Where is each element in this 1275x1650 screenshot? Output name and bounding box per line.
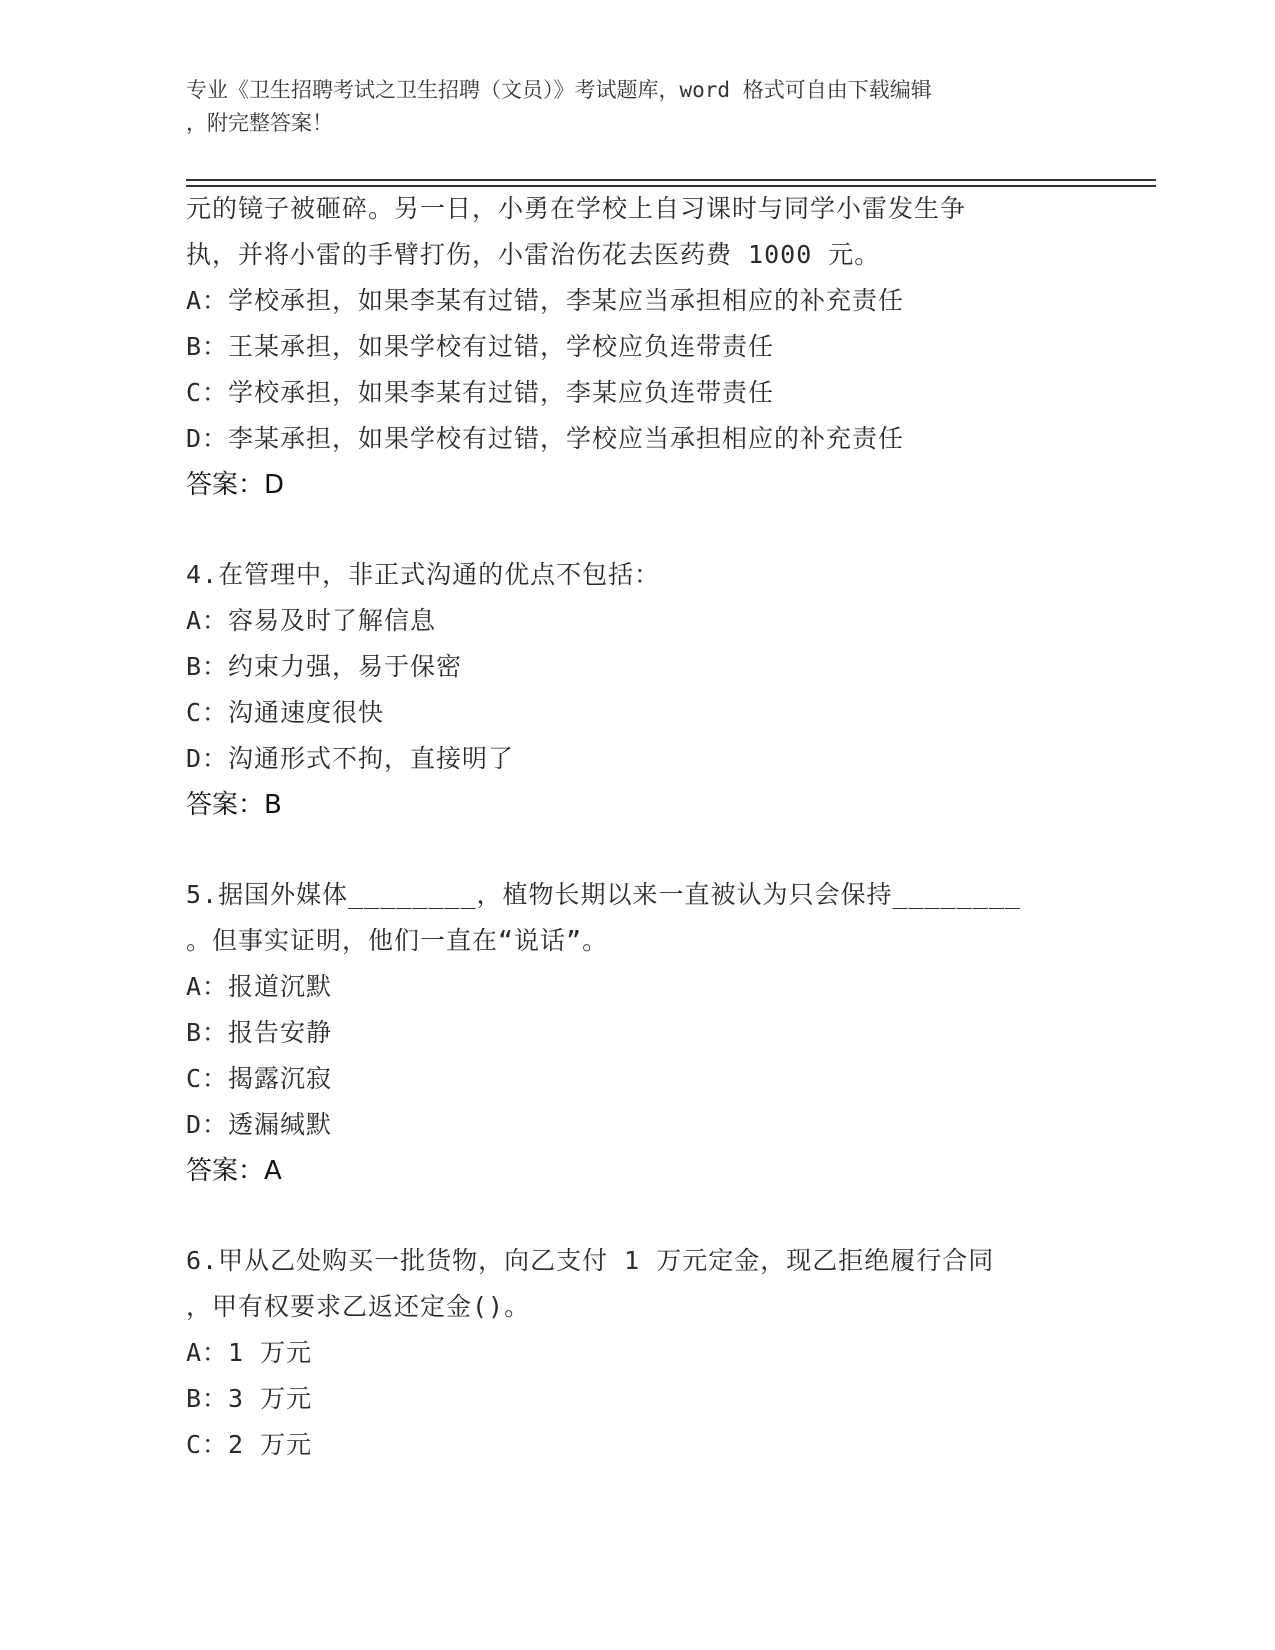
option-a: A：报道沉默 <box>186 972 333 1001</box>
answer-label: 答案：B <box>186 790 282 820</box>
header-title-line-1: 专业《卫生招聘考试之卫生招聘（文员）》考试题库，word 格式可自由下载编辑 <box>186 78 932 102</box>
header-title-line-2: ，附完整答案！ <box>186 111 333 135</box>
document-header <box>186 74 1066 140</box>
question-stem-line: 元的镜子被砸碎。另一日，小勇在学校上自习课时与同学小雷发生争 <box>186 194 967 223</box>
option-d: D：李某承担，如果学校有过错，学校应当承担相应的补充责任 <box>186 424 905 453</box>
question-stem-line: 。但事实证明，他们一直在“说话”。 <box>186 926 609 955</box>
question-6 <box>186 1238 1086 1468</box>
question-stem-line: 6.甲从乙处购买一批货物，向乙支付 1 万元定金，现乙拒绝履行合同 <box>186 1246 995 1275</box>
header-divider-top <box>186 179 1156 181</box>
question-spacer <box>186 508 1086 552</box>
option-b: B：3 万元 <box>186 1384 313 1413</box>
question-4 <box>186 552 1086 828</box>
option-c: C：沟通速度很快 <box>186 698 385 727</box>
option-a: A：学校承担，如果李某有过错，李某应当承担相应的补充责任 <box>186 286 905 315</box>
option-a: A：1 万元 <box>186 1338 313 1367</box>
option-c: C：2 万元 <box>186 1430 313 1459</box>
answer-label: 答案：A <box>186 1156 282 1186</box>
option-d: D：透漏缄默 <box>186 1110 333 1139</box>
question-stem-line: 5.据国外媒体________，植物长期以来一直被认为只会保持________ <box>186 880 1021 909</box>
question-spacer <box>186 1194 1086 1238</box>
option-d: D：沟通形式不拘，直接明了 <box>186 744 515 773</box>
question-list <box>186 186 1086 1468</box>
question-stem-line: 4.在管理中，非正式沟通的优点不包括： <box>186 560 661 589</box>
option-b: B：报告安静 <box>186 1018 333 1047</box>
question-spacer <box>186 828 1086 872</box>
option-a: A：容易及时了解信息 <box>186 606 437 635</box>
option-b: B：王某承担，如果学校有过错，学校应负连带责任 <box>186 332 775 361</box>
option-c: C：学校承担，如果李某有过错，李某应负连带责任 <box>186 378 775 407</box>
answer-label: 答案：D <box>186 470 285 500</box>
option-c: C：揭露沉寂 <box>186 1064 333 1093</box>
question-3 <box>186 186 1086 508</box>
question-5 <box>186 872 1086 1194</box>
option-b: B：约束力强，易于保密 <box>186 652 463 681</box>
question-stem-line: 执，并将小雷的手臂打伤，小雷治伤花去医药费 1000 元。 <box>186 240 881 269</box>
question-stem-line: ，甲有权要求乙返还定金()。 <box>186 1292 531 1321</box>
